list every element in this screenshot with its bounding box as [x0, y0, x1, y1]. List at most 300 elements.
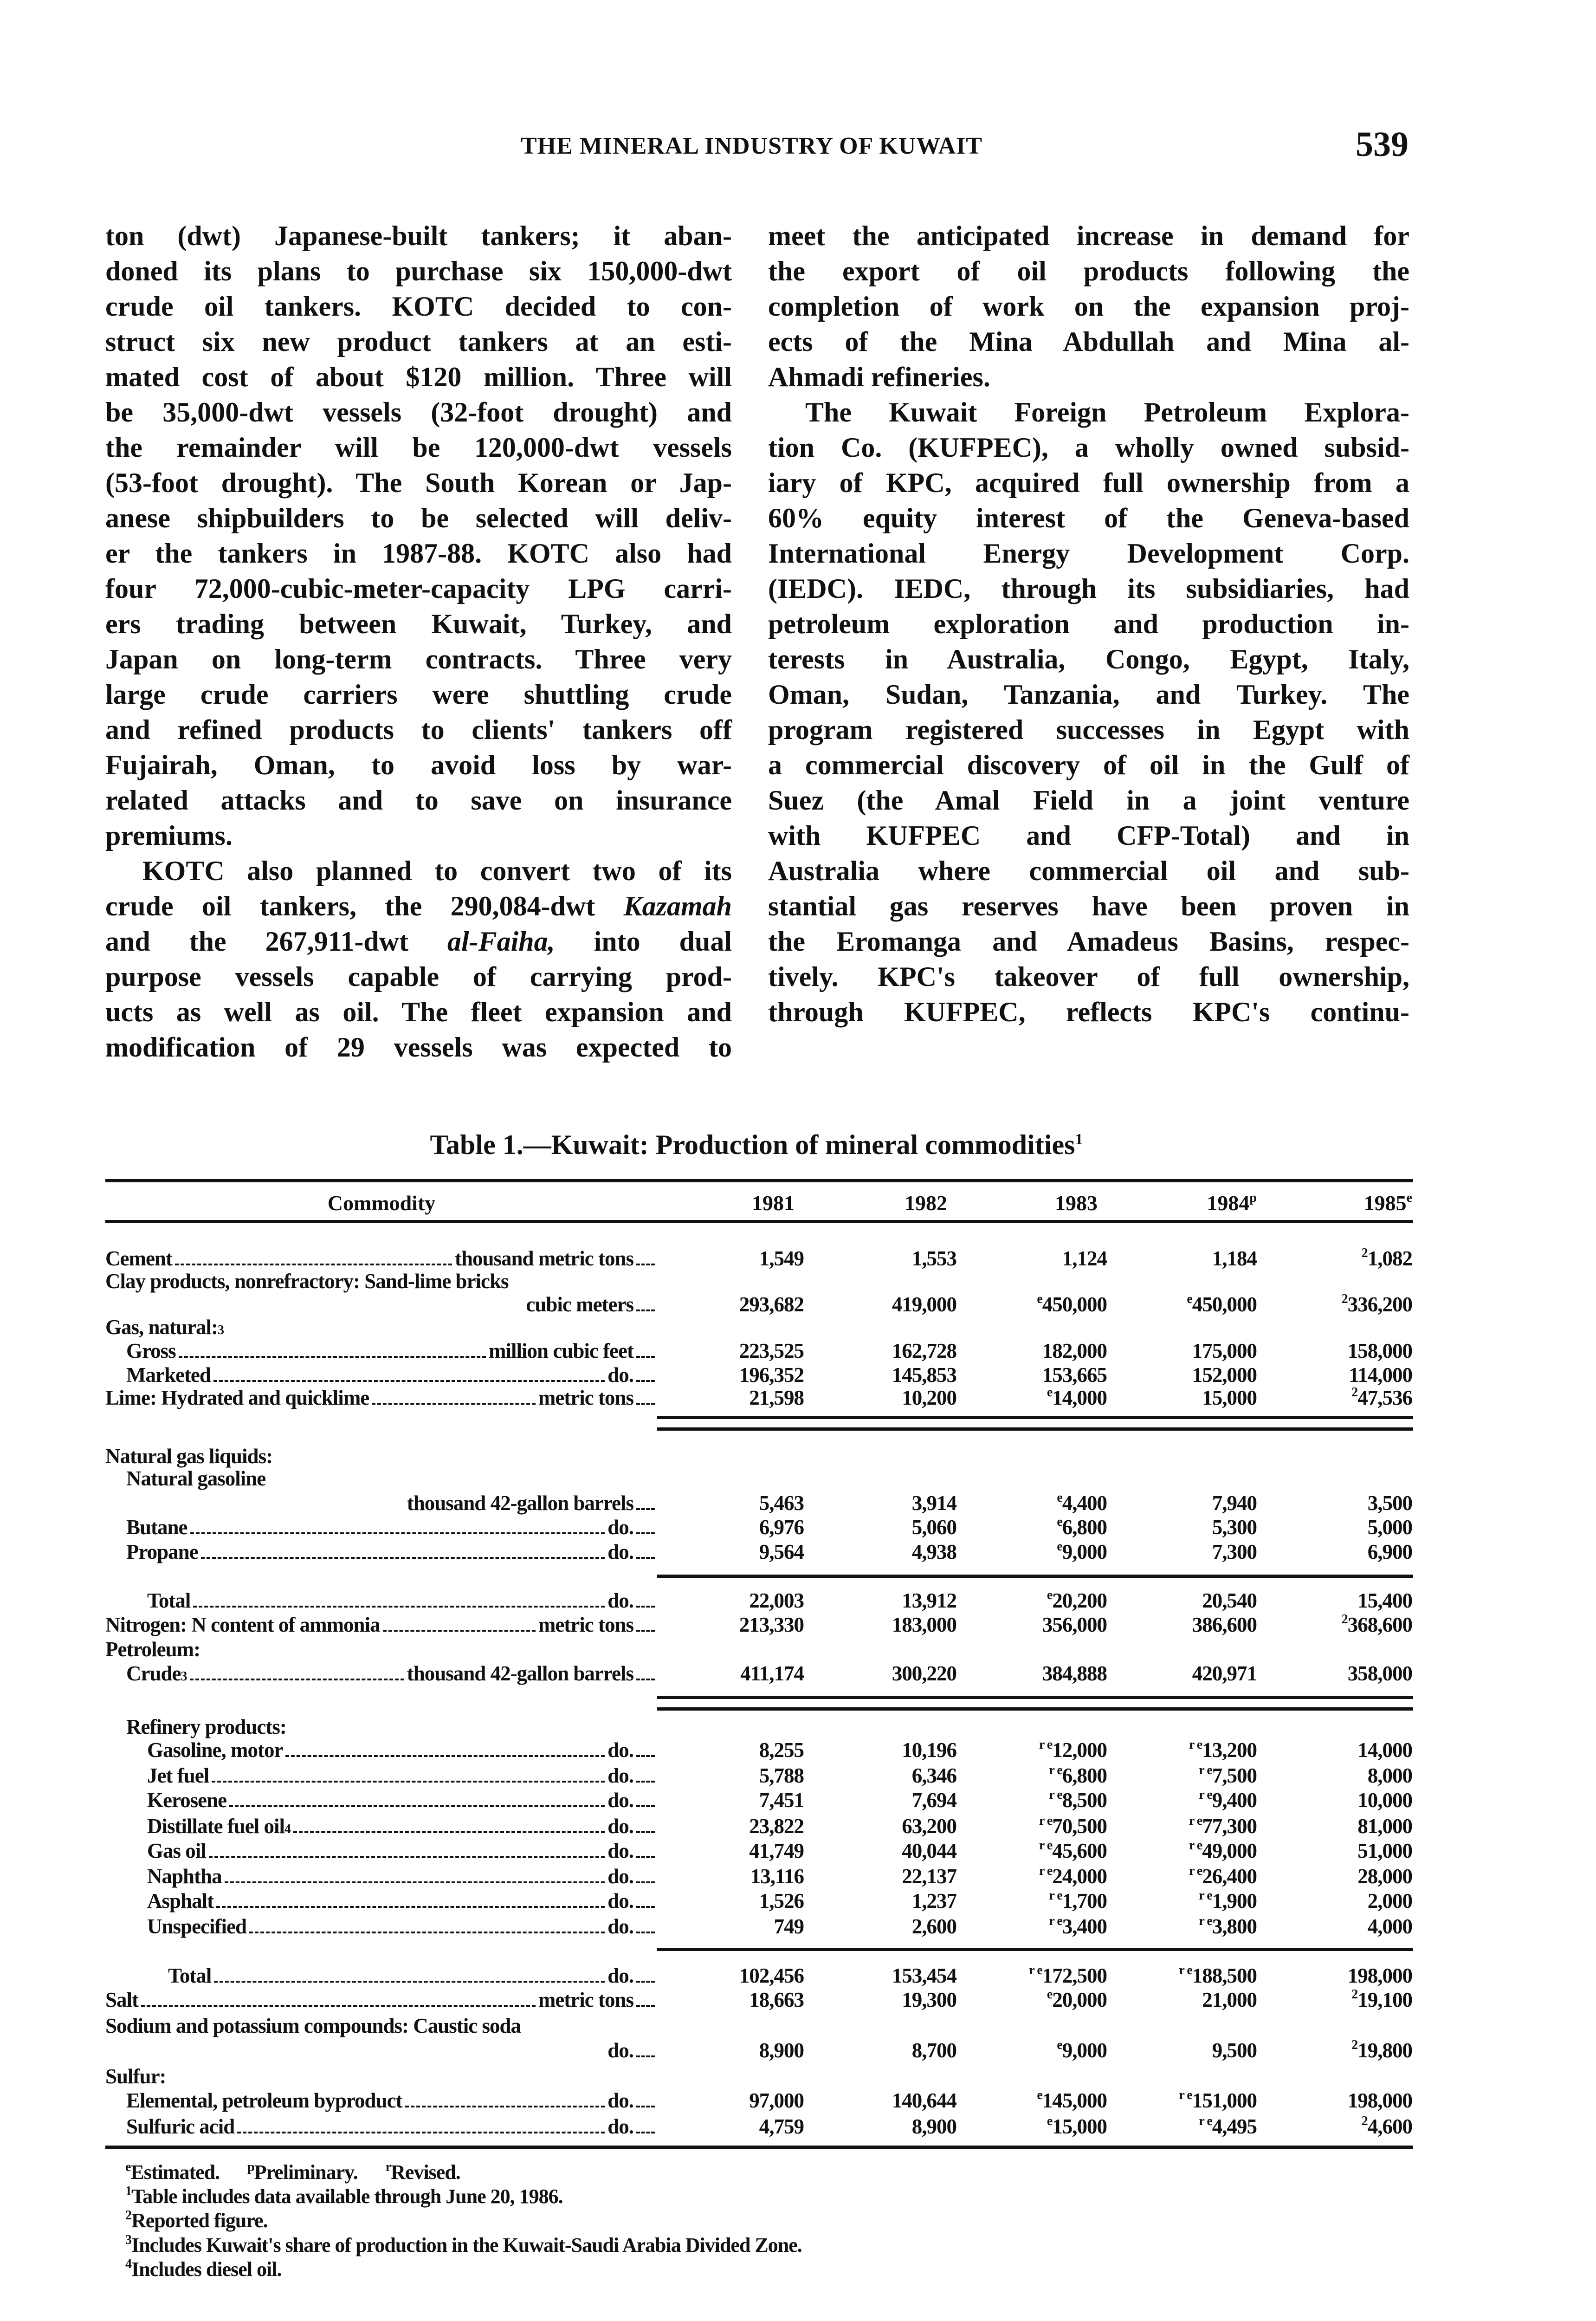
value-footnote-mark: r e — [1049, 1888, 1062, 1903]
text-segment: petroleum exploration and production in- — [768, 609, 1409, 639]
table-row — [0, 1613, 1596, 1637]
value: 19,100 — [1357, 1988, 1412, 2011]
value: 5,300 — [1212, 1516, 1257, 1539]
left-text-column — [105, 218, 732, 1065]
commodity-name: Gas oil — [147, 1839, 206, 1862]
value-footnote-mark: r e — [1199, 1888, 1212, 1903]
table-row — [0, 1588, 1596, 1613]
value: 26,400 — [1202, 1865, 1257, 1888]
value-cell — [1357, 1814, 1412, 1838]
value: 10,200 — [902, 1386, 956, 1409]
value: 102,456 — [739, 1964, 804, 1987]
value-cell — [1049, 1889, 1107, 1913]
value: 356,000 — [1042, 1613, 1107, 1636]
text-segment: purpose vessels capable of carrying prod- — [105, 961, 732, 992]
value: 4,400 — [1062, 1491, 1107, 1515]
column-header — [1364, 1191, 1412, 1215]
text-line — [105, 606, 732, 642]
running-head: THE MINERAL INDUSTRY OF KUWAIT — [520, 133, 983, 159]
dot-leader — [372, 1403, 536, 1405]
value-footnote-mark: 2 — [1351, 1385, 1358, 1400]
table-row — [0, 2064, 1596, 2088]
commodity-name: Elemental, petroleum byproduct — [126, 2089, 402, 2112]
row-label — [105, 1637, 658, 1661]
unit-label: metric tons — [538, 1988, 633, 2011]
text-line — [768, 253, 1409, 289]
dot-leader — [636, 1906, 655, 1908]
footnote-text: Preliminary. — [254, 2161, 358, 2184]
table-row — [0, 1814, 1596, 1838]
dot-leader — [193, 1606, 605, 1608]
dot-leader — [636, 1932, 655, 1933]
unit-label: do. — [607, 2115, 633, 2138]
value-cell — [1189, 1864, 1257, 1888]
text-line — [768, 712, 1409, 747]
value: 188,500 — [1192, 1964, 1257, 1987]
table-row — [0, 1444, 1596, 1468]
row-label — [105, 1988, 658, 2012]
text-segment: and the 267,911-dwt — [105, 926, 447, 957]
value: 153,665 — [1042, 1363, 1107, 1387]
value: 28,000 — [1357, 1865, 1412, 1888]
text-line — [105, 324, 732, 359]
text-segment: meet the anticipated increase in demand for — [768, 220, 1409, 251]
row-label — [105, 1613, 658, 1637]
dot-leader — [209, 1856, 605, 1858]
text-line — [768, 465, 1409, 500]
footnote-mark: 4 — [284, 1822, 291, 1836]
text-segment: terests in Australia, Congo, Egypt, Italy, — [768, 644, 1409, 674]
table-row — [0, 1914, 1596, 1938]
value-cell — [912, 2114, 956, 2139]
value-cell — [1368, 1763, 1412, 1788]
value-cell — [1179, 2088, 1257, 2113]
value-cell — [912, 1491, 956, 1515]
footnote-text: Estimated. — [130, 2161, 220, 2184]
dot-leader — [285, 1755, 605, 1757]
text-line — [105, 712, 732, 747]
value-cell — [1189, 1839, 1257, 1863]
unit-label: metric tons — [538, 1386, 633, 1409]
value-cell — [1202, 1988, 1257, 2012]
commodity-name: Propane — [126, 1540, 198, 1563]
text-line — [768, 818, 1409, 853]
text-segment: er the tankers in 1987-88. KOTC also had — [105, 538, 732, 569]
value: 7,300 — [1212, 1540, 1257, 1563]
value: 300,220 — [892, 1662, 956, 1685]
value: 4,600 — [1367, 2115, 1412, 2138]
value: 1,700 — [1062, 1889, 1107, 1913]
footnote-mark: 1 — [125, 2184, 131, 2198]
value: 196,352 — [739, 1363, 804, 1387]
value-cell — [1057, 1515, 1107, 1539]
value-cell — [1199, 1788, 1257, 1812]
value-cell — [1042, 1339, 1107, 1363]
column-header-label: 1984 — [1207, 1191, 1250, 1215]
footnote-item — [125, 2185, 563, 2208]
text-segment: with KUFPEC and CFP-Total) and in — [768, 820, 1409, 851]
column-header — [752, 1191, 795, 1215]
table-row — [0, 1637, 1596, 1661]
dot-leader — [636, 1557, 655, 1559]
value: 51,000 — [1357, 1839, 1412, 1862]
footnote-item — [125, 2258, 282, 2281]
unit-label: do. — [607, 1865, 633, 1888]
value: 7,500 — [1212, 1764, 1257, 1787]
unit-label: thousand metric tons — [454, 1247, 633, 1270]
value-cell — [892, 1363, 956, 1387]
dot-leader — [405, 2106, 605, 2107]
value-cell — [912, 1889, 956, 1913]
value-footnote-mark: 2 — [1351, 2038, 1358, 2052]
value-cell — [1212, 1515, 1257, 1539]
text-line — [768, 959, 1409, 994]
table-row — [0, 1363, 1596, 1387]
value-footnote-mark: r e — [1049, 1914, 1062, 1928]
table-row — [0, 1788, 1596, 1812]
unit-label: do. — [607, 2039, 633, 2062]
value-cell — [1357, 1588, 1412, 1613]
value: 3,400 — [1062, 1915, 1107, 1938]
value-cell — [1189, 1814, 1257, 1838]
value-footnote-mark: r e — [1199, 1788, 1212, 1802]
value-footnote-mark: e — [1057, 1539, 1062, 1554]
value-footnote-mark: e — [1187, 1292, 1192, 1306]
text-line — [768, 395, 1409, 430]
column-header — [905, 1191, 947, 1215]
value-footnote-mark: 2 — [1361, 2114, 1368, 2128]
row-label — [105, 2064, 658, 2088]
value: 21,598 — [749, 1386, 804, 1409]
dot-leader — [636, 1679, 655, 1680]
row-label — [105, 1814, 658, 1838]
value: 293,682 — [739, 1293, 804, 1316]
unit-label: do. — [607, 2089, 633, 2112]
dot-leader — [636, 2055, 655, 2057]
unit-label: do. — [607, 1738, 633, 1762]
value: 97,000 — [749, 2089, 804, 2112]
value-cell — [759, 2114, 804, 2139]
footnote — [125, 2185, 591, 2209]
footnote-item — [125, 2209, 268, 2232]
unit-label: do. — [607, 1915, 633, 1938]
commodity-name: Petroleum: — [105, 1638, 200, 1661]
dot-leader — [636, 2132, 655, 2133]
value-cell — [1212, 1540, 1257, 1564]
value: 20,000 — [1052, 1988, 1107, 2011]
value: 1,184 — [1212, 1247, 1257, 1270]
footnote-mark: r — [385, 2160, 391, 2174]
commodity-name: Kerosene — [147, 1789, 227, 1812]
commodity-name: Sodium and potassium compounds: Caustic soda — [105, 2014, 521, 2037]
text-line — [105, 677, 732, 712]
text-segment: Fujairah, Oman, to avoid loss by war- — [105, 750, 732, 780]
text-segment: tively. KPC's takeover of full ownership, — [768, 961, 1409, 992]
value-cell — [1047, 2114, 1107, 2139]
value-footnote-mark: r e — [1029, 1963, 1042, 1977]
text-line — [105, 395, 732, 430]
value: 384,888 — [1042, 1662, 1107, 1685]
value-cell — [1351, 2038, 1412, 2062]
commodity-name: Asphalt — [147, 1889, 214, 1913]
dot-leader — [636, 1356, 655, 1358]
footnote-item — [386, 2161, 460, 2184]
value-cell — [1351, 1988, 1412, 2012]
text-segment: (53-foot drought). The South Korean or Jap- — [105, 467, 732, 498]
value: 172,500 — [1042, 1964, 1107, 1987]
value-cell — [912, 1246, 956, 1271]
table-top-rule — [105, 1179, 1413, 1182]
value-footnote-mark: r e — [1039, 1838, 1053, 1853]
value-cell — [759, 1788, 804, 1812]
value-footnote-mark: 2 — [1341, 1612, 1348, 1627]
unit-label: do. — [607, 1764, 633, 1787]
value: 158,000 — [1347, 1339, 1412, 1362]
value: 3,800 — [1212, 1915, 1257, 1938]
row-label — [105, 1292, 658, 1316]
text-segment: be 35,000-dwt vessels (32-foot drought) and — [105, 397, 732, 428]
value: 22,003 — [749, 1589, 804, 1612]
footnote — [125, 2233, 830, 2257]
text-line — [768, 783, 1409, 818]
value: 20,540 — [1202, 1589, 1257, 1612]
value-footnote-mark: r e — [1189, 1738, 1202, 1752]
row-label — [105, 2038, 658, 2062]
value-footnote-mark: r e — [1179, 2088, 1192, 2102]
table-title-text: Table 1.—Kuwait: Production of mineral commodities — [430, 1129, 1075, 1160]
text-segment: Japan on long-term contracts. Three very — [105, 644, 732, 674]
value-cell — [1368, 1889, 1412, 1913]
value: 18,663 — [749, 1988, 804, 2011]
value-cell — [1039, 1839, 1107, 1863]
dot-leader — [636, 1981, 655, 1983]
value: 8,000 — [1367, 1764, 1412, 1787]
row-label — [105, 1864, 658, 1888]
value-footnote-mark: e — [1037, 2088, 1042, 2102]
footnote-mark: 3 — [125, 2233, 131, 2247]
table-row — [0, 1661, 1596, 1686]
value: 450,000 — [1042, 1293, 1107, 1316]
value-cell — [892, 1613, 956, 1637]
commodity-name: Jet fuel — [147, 1764, 209, 1787]
value: 1,553 — [911, 1247, 956, 1270]
value-cell — [749, 1588, 804, 1613]
value-footnote-mark: e — [1047, 1385, 1053, 1400]
footnote-mark: 4 — [125, 2257, 131, 2271]
value: 13,116 — [750, 1865, 804, 1888]
value: 358,000 — [1347, 1662, 1412, 1685]
value-footnote-mark: 2 — [1341, 1292, 1348, 1306]
text-segment: the Eromanga and Amadeus Basins, respec- — [768, 926, 1409, 957]
value-cell — [759, 1246, 804, 1271]
row-label — [105, 1466, 658, 1491]
value: 9,564 — [759, 1540, 804, 1563]
value-cell — [902, 1588, 956, 1613]
footnote-text: Reported figure. — [131, 2209, 268, 2232]
value: 6,976 — [759, 1516, 804, 1539]
value-cell — [1348, 1339, 1412, 1363]
dot-leader — [179, 1356, 486, 1358]
value-cell — [749, 1839, 804, 1863]
text-line — [768, 359, 1409, 395]
value-cell — [1187, 1292, 1257, 1316]
dot-leader — [141, 2005, 536, 2007]
value-cell — [1179, 1964, 1257, 1988]
value-cell — [912, 1515, 956, 1539]
commodity-name: Gas, natural: — [105, 1316, 218, 1339]
table-title — [0, 1129, 1513, 1161]
value-cell — [902, 1864, 956, 1888]
value: 7,451 — [759, 1789, 804, 1812]
value-cell — [749, 1386, 804, 1410]
value-cell — [749, 2088, 804, 2113]
value: 2,000 — [1367, 1889, 1412, 1913]
row-label — [105, 1588, 658, 1613]
text-segment: large crude carriers were shuttling crude — [105, 679, 732, 710]
table-row — [0, 1839, 1596, 1863]
commodity-name: Sulfur: — [105, 2065, 166, 2088]
row-label — [105, 2014, 658, 2038]
value-cell — [912, 1540, 956, 1564]
text-line — [105, 959, 732, 994]
value-footnote-mark: r e — [1039, 1738, 1053, 1752]
value-cell — [1039, 1814, 1107, 1838]
commodity-name: Lime: Hydrated and quicklime — [105, 1386, 369, 1409]
value-footnote-mark: r e — [1189, 1838, 1202, 1853]
dot-leader — [636, 1781, 655, 1783]
text-line — [105, 253, 732, 289]
dot-leader — [225, 1881, 605, 1883]
text-segment: the export of oil products following the — [768, 256, 1409, 286]
commodity-name: Unspecified — [147, 1915, 246, 1938]
row-label — [105, 1715, 658, 1739]
value-footnote-mark: r e — [1049, 1763, 1062, 1777]
footnote-item — [125, 2161, 220, 2184]
value: 23,822 — [749, 1815, 804, 1838]
page-number: 539 — [1356, 125, 1409, 164]
unit-label: cubic meters — [526, 1293, 633, 1316]
value: 4,759 — [759, 2115, 804, 2138]
text-segment: Oman, Sudan, Tanzania, and Turkey. The — [768, 679, 1409, 710]
value-footnote-mark: e — [1047, 1987, 1053, 2002]
value-cell — [759, 1738, 804, 1762]
dot-leader — [190, 1532, 605, 1534]
footnote-mark: 2 — [125, 2208, 131, 2223]
table-row — [0, 1515, 1596, 1539]
value-cell — [1047, 1588, 1107, 1613]
italic-vessel-name: Kazamah — [623, 891, 732, 921]
commodity-name: Clay products, nonrefractory: Sand-lime bricks — [105, 1270, 509, 1293]
dot-leader — [636, 1508, 655, 1510]
column-header-label: 1981 — [752, 1191, 795, 1215]
value: 14,000 — [1357, 1738, 1412, 1762]
table-row — [0, 1386, 1596, 1410]
text-line — [768, 677, 1409, 712]
table-row — [0, 1763, 1596, 1788]
footnote — [125, 2257, 310, 2282]
value: 14,000 — [1052, 1386, 1107, 1409]
commodity-name: Gross — [126, 1339, 176, 1362]
value: 153,454 — [892, 1964, 956, 1987]
value: 183,000 — [892, 1613, 956, 1636]
row-label — [105, 1540, 658, 1564]
text-segment: program registered successes in Egypt with — [768, 714, 1409, 745]
value-cell — [750, 1864, 804, 1888]
text-line — [105, 536, 732, 571]
commodity-name: Sulfuric acid — [126, 2115, 235, 2138]
value-cell — [1199, 2114, 1257, 2139]
row-label — [105, 1914, 658, 1938]
value-cell — [1192, 1613, 1257, 1637]
row-label — [105, 1738, 658, 1762]
value-cell — [1057, 2038, 1107, 2062]
table-row — [0, 1864, 1596, 1888]
value: 8,255 — [759, 1738, 804, 1762]
value-footnote-mark: r e — [1039, 1864, 1053, 1878]
value-cell — [1368, 1914, 1412, 1938]
row-label — [105, 1269, 658, 1293]
text-line — [105, 465, 732, 500]
section-double-rule — [657, 1427, 1413, 1431]
value: 4,495 — [1212, 2115, 1257, 2138]
value-cell — [759, 1889, 804, 1913]
value: 145,000 — [1042, 2089, 1107, 2112]
text-line — [768, 606, 1409, 642]
value-cell — [759, 1540, 804, 1564]
dot-leader — [636, 1606, 655, 1608]
column-header-label: 1985 — [1363, 1191, 1407, 1215]
value: 12,000 — [1052, 1738, 1107, 1762]
unit-label: do. — [607, 1839, 633, 1862]
table-row — [0, 1988, 1596, 2012]
text-segment: iary of KPC, acquired full ownership from a — [768, 467, 1409, 498]
value: 151,000 — [1192, 2089, 1257, 2112]
value-cell — [912, 1788, 956, 1812]
value-cell — [1037, 1292, 1107, 1316]
value-footnote-mark: r e — [1039, 1814, 1053, 1828]
commodity-name: Naphtha — [147, 1865, 222, 1888]
value-cell — [1348, 1964, 1412, 1988]
text-line — [105, 853, 732, 888]
value-cell — [912, 1763, 956, 1788]
column-header-label: 1982 — [905, 1191, 947, 1215]
value-cell — [1199, 1914, 1257, 1938]
commodity-name: Crude — [126, 1662, 181, 1685]
commodity-name: Total — [147, 1589, 191, 1612]
value-cell — [739, 1964, 804, 1988]
value: 5,000 — [1367, 1516, 1412, 1539]
value-cell — [749, 1814, 804, 1838]
text-line — [105, 642, 732, 677]
value: 198,000 — [1347, 2089, 1412, 2112]
dot-leader — [636, 1856, 655, 1858]
row-label — [105, 1515, 658, 1539]
row-label — [105, 1386, 658, 1410]
text-line — [105, 430, 732, 465]
text-segment: 60% equity interest of the Geneva-based — [768, 503, 1409, 533]
value: 21,000 — [1202, 1988, 1257, 2011]
unit-label: thousand 42-gallon barrels — [407, 1491, 633, 1515]
unit-label: do. — [607, 1589, 633, 1612]
right-text-column — [768, 218, 1409, 1030]
value-cell — [1348, 1661, 1412, 1686]
text-line — [105, 924, 732, 959]
subtotal-rule — [657, 1948, 1413, 1951]
value-footnote-mark: e — [1037, 1292, 1042, 1306]
value-footnote-mark: e — [1047, 1588, 1053, 1602]
commodity-name: Total — [168, 1964, 212, 1987]
value-footnote-mark: e — [1057, 2038, 1062, 2052]
